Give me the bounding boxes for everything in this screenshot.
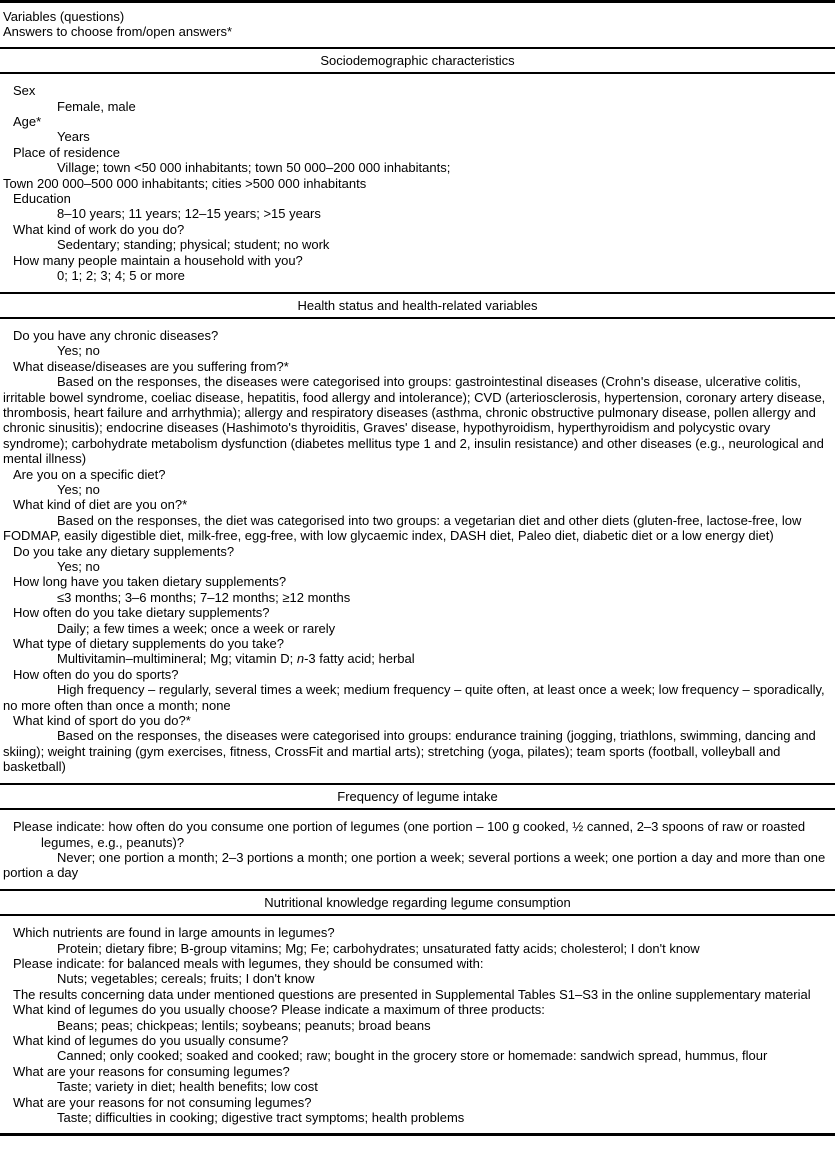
note-text: The results concerning data under mentioned questions are presented in Supplemental Tables S1–S3 in the online supplementary material xyxy=(13,986,811,1002)
question-text: Please indicate: how often do you consume one portion of legumes (one portion – 100 g cooked, ½ canned, 2–3 spoons of raw or roasted legumes, e.g., peanuts)? xyxy=(13,819,806,850)
question-text: Age* xyxy=(13,114,42,130)
answer-text: High frequency – regularly, several times a week; medium frequency – quite often, at least once a week; low frequency – sporadically, no more often than once a month; none xyxy=(3,682,825,713)
question-text: Are you on a specific diet? xyxy=(13,466,166,482)
question-text: Education xyxy=(13,191,71,207)
question-text: What disease/diseases are you suffering from?* xyxy=(13,358,289,374)
answer-text: Based on the responses, the diet was categorised into two groups: a vegetarian diet and other diets (gluten-free, lactose-free, low FODMAP, easily digestible diet, milk-free, egg-free, with low glycaemic index, DASH diet, Paleo diet, diabetic diet or a low energy diet) xyxy=(3,512,802,544)
answer-text: 8–10 years; 11 years; 12–15 years; >15 years xyxy=(57,206,321,222)
question-text: What are your reasons for not consuming legumes? xyxy=(13,1094,312,1110)
table-head-variables: Variables (questions) xyxy=(3,9,125,24)
answer-text: Sedentary; standing; physical; student; no work xyxy=(57,237,330,253)
answer-text: Multivitamin–multimineral; Mg; vitamin D; n-3 fatty acid; herbal xyxy=(57,651,415,667)
question-text: What kind of diet are you on?* xyxy=(13,497,188,513)
answer-text: Protein; dietary fibre; B-group vitamins; Mg; Fe; carbohydrates; unsaturated fatty acids; cholesterol; I don't know xyxy=(57,940,700,956)
answer-text: Taste; variety in diet; health benefits; low cost xyxy=(57,1079,318,1095)
question-text: What are your reasons for consuming legumes? xyxy=(13,1063,290,1079)
question-text: Place of residence xyxy=(13,144,120,160)
question-text: Please indicate: for balanced meals with legumes, they should be consumed with: xyxy=(13,955,484,971)
answer-text: Yes; no xyxy=(57,343,100,359)
table-head xyxy=(0,3,835,47)
question-text: How often do you take dietary supplements? xyxy=(13,605,270,621)
question-text: How long have you taken dietary supplements? xyxy=(13,574,287,590)
table-head-answers: Answers to choose from/open answers* xyxy=(3,24,233,40)
question-text: Sex xyxy=(13,83,36,99)
answer-text: Beans; peas; chickpeas; lentils; soybeans; peanuts; broad beans xyxy=(57,1017,431,1033)
section-header-3: Frequency of legume intake xyxy=(0,783,835,810)
question-text: Do you have any chronic diseases? xyxy=(13,327,219,343)
question-text: What kind of sport do you do?* xyxy=(13,713,191,729)
section-header-1: Sociodemographic characteristics xyxy=(0,47,835,74)
answer-text: Years xyxy=(57,129,90,145)
answer-text: Based on the responses, the diseases were categorised into groups: gastrointestinal diseases (Crohn's disease, ulcerative colitis, irritable bowel syndrome, coeliac disease, hepatitis, food allergy and intolerance); CVD (arteriosclerosis, hypertension, coronary artery disease, thrombosis, heart failure and arrhythmia); allergy and respiratory diseases (asthma, chronic obstructive pulmonary disease, pollen allergy and chronic sinusitis); endocrine diseases (Hashimoto's thyroiditis, Graves' disease, hypothyroidism, hyperthyroidism and polycystic ovary syndrome); carbohydrate metabolism dysfunction (diabetes mellitus type 1 and 2, insulin resistance) and other diseases (e.g., neurological and mental illness) xyxy=(3,374,826,467)
question-text: Which nutrients are found in large amounts in legumes? xyxy=(13,925,335,941)
answer-text: Nuts; vegetables; cereals; fruits; I don't know xyxy=(57,971,315,987)
question-text: Do you take any dietary supplements? xyxy=(13,543,235,559)
table-sections xyxy=(0,47,835,1134)
section-header-4: Nutritional knowledge regarding legume consumption xyxy=(0,889,835,916)
question-text: What type of dietary supplements do you take? xyxy=(13,636,284,652)
question-text: What kind of legumes do you usually consume? xyxy=(13,1032,289,1048)
section-body xyxy=(0,810,835,889)
table-section xyxy=(0,47,835,292)
table-section xyxy=(0,783,835,889)
question-text: What kind of legumes do you usually choose? Please indicate a maximum of three products: xyxy=(13,1002,545,1018)
answer-text: Yes; no xyxy=(57,559,100,574)
answer-text: ≤3 months; 3–6 months; 7–12 months; ≥12 months xyxy=(57,589,351,605)
answer-text: Yes; no xyxy=(57,481,100,497)
answer-text: Based on the responses, the diseases were categorised into groups: endurance training (jogging, triathlons, swimming, dancing and skiing); weight training (gym exercises, fitness, CrossFit and martial arts); stretching (yoga, pilates); team sports (football, volleyball and basketball) xyxy=(3,728,816,775)
table-section xyxy=(0,889,835,1134)
question-text: What kind of work do you do? xyxy=(13,221,185,237)
answer-text: Village; town <50 000 inhabitants; town 50 000–200 000 inhabitants; Town 200 000–500 000 inhabitants; cities >500 000 inhabitants xyxy=(3,160,451,191)
answer-text: Taste; difficulties in cooking; digestive tract symptoms; health problems xyxy=(57,1110,465,1125)
answer-text: 0; 1; 2; 3; 4; 5 or more xyxy=(57,268,185,284)
question-text: How many people maintain a household with you? xyxy=(13,252,303,268)
question-text: How often do you do sports? xyxy=(13,666,179,682)
section-body xyxy=(0,319,835,783)
answer-text: Never; one portion a month; 2–3 portions a month; one portion a week; several portions a week; one portion a day and more than one portion a day xyxy=(3,849,826,881)
answer-text: Daily; a few times a week; once a week or rarely xyxy=(57,620,336,636)
section-body xyxy=(0,916,835,1133)
answer-text: Canned; only cooked; soaked and cooked; raw; bought in the grocery store or homemade: sandwich spread, hummus, flour xyxy=(57,1048,768,1064)
section-body xyxy=(0,74,835,291)
answer-text: Female, male xyxy=(57,98,136,114)
table-section xyxy=(0,292,835,783)
section-header-2: Health status and health-related variables xyxy=(0,292,835,319)
